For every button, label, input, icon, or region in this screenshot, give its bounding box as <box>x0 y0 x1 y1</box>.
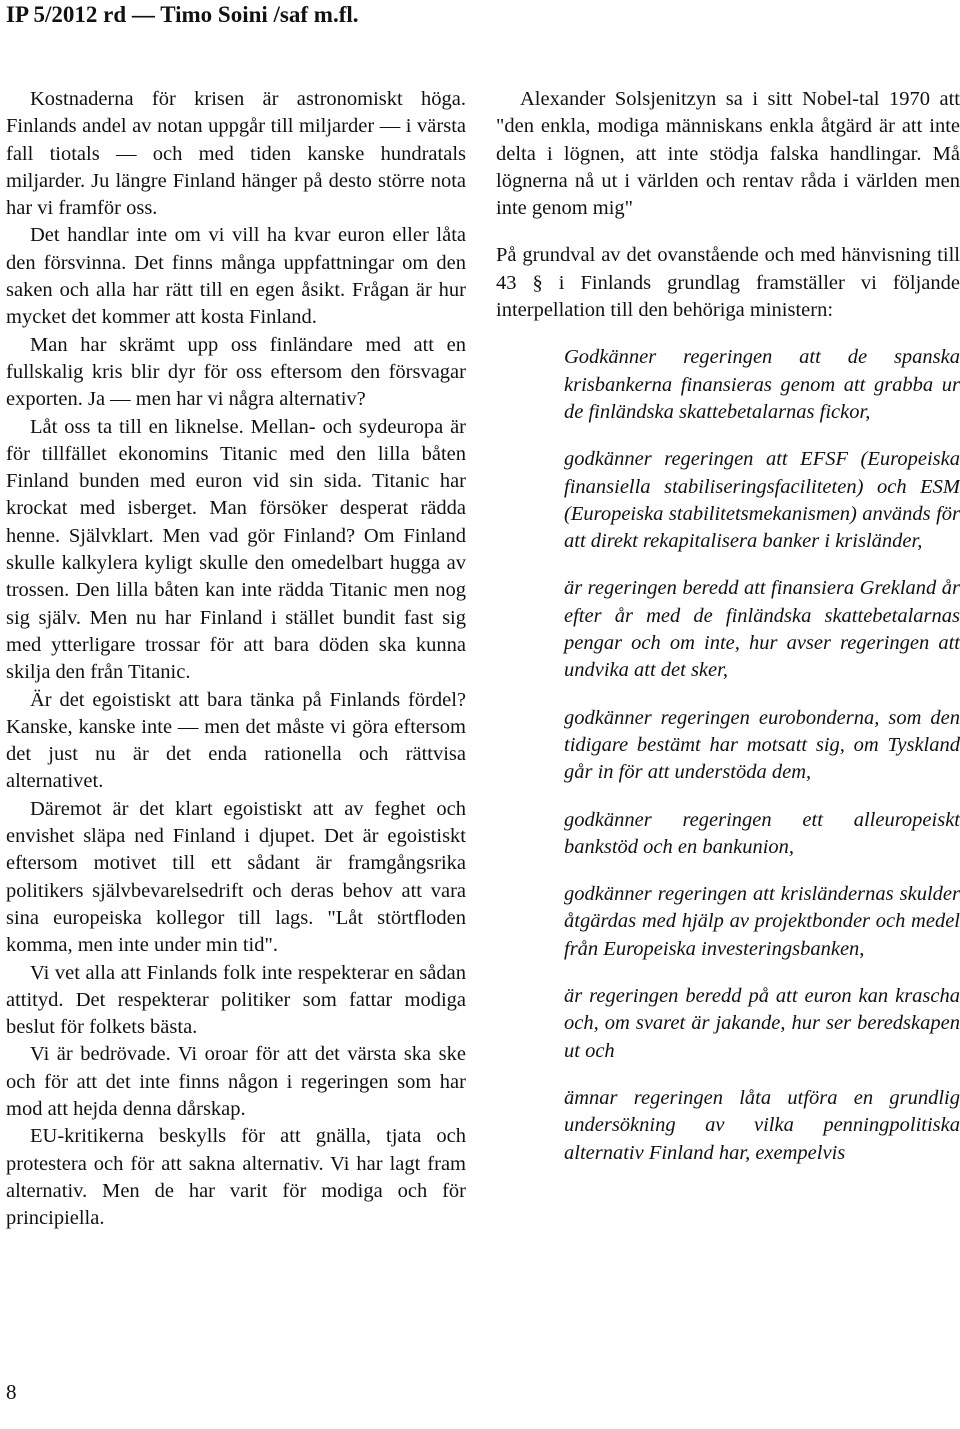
question-item: godkänner regeringen eurobonderna, som den tidigare bestämt har motsatt sig, om Tyskland går in för att understöda dem, <box>564 706 960 784</box>
question-item: godkänner regeringen att EFSF (Europeiska finansiella stabiliseringsfaciliteten) och ESM (Europeiska stabilitetsmekanismen) används för att direkt rekapitalisera banker i krisländer, <box>564 448 960 553</box>
question-item: är regeringen beredd på att euron kan krascha och, om svaret är jakande, hur ser beredskapen ut och <box>564 985 960 1062</box>
document-header: IP 5/2012 rd — Timo Soini /saf m.fl. <box>6 2 359 27</box>
body-paragraph: Vi är bedrövade. Vi oroar för att det värsta ska ske och för att det inte finns någon i regeringen som har mod att hejda denna dårskap. <box>6 1043 466 1120</box>
solzhenitsyn-quote: Alexander Solsjenitzyn sa i sitt Nobel-tal 1970 att "den enkla, modiga människans enkla åtgärd är att inte delta i lögnen, att inte stödja falska handlingar. Må lögnerna nå ut i världen och rentav råda i världen men inte genom mig" <box>496 88 960 220</box>
right-column <box>496 86 960 1187</box>
body-paragraph: Däremot är det klart egoistiskt att av feghet och envishet släpa ned Finland i djupet. Det är egoistiskt eftersom motivet till ett sådant är framgångsrika politikers självbevarelsedrift och deras behov att vara sina europeiska kollegor till lags. "Låt störtfloden komma, men inte under min tid". <box>6 797 466 957</box>
interpellation-questions <box>564 344 960 1166</box>
question-item: godkänner regeringen att krisländernas skulder åtgärdas med hjälp av projektbonder och medel från Europeiska investeringsbanken, <box>564 883 960 960</box>
page-number: 8 <box>6 1380 17 1404</box>
left-column <box>6 86 466 1232</box>
body-paragraph: Kostnaderna för krisen är astronomiskt höga. Finlands andel av notan uppgår till miljarder — i värsta fall tiotals — och med tiden kanske hundratals miljarder. Ju längre Finland hänger på desto större nota har vi framför oss. <box>6 88 466 220</box>
body-paragraph: Låt oss ta till en liknelse. Mellan- och sydeuropa är för tillfället ekonomins Titanic med den lilla båten Finland bunden med euron vid sin sida. Titanic har krockat med isberget. Man försöker desperat rädda henne. Självklart. Men vad gör Finland? Om Finland skulle kalkylera kyligt skulle den omedelbart hugga av trossen. Den lilla båten kan inte rädda Titanic men nog sig själv. Men nu har Finland i stället bundit fast sig med ytterligare trossar för att bara döden ska kunna skilja den från Titanic. <box>6 415 466 684</box>
question-item: godkänner regeringen ett alleuropeiskt bankstöd och en bankunion, <box>564 808 960 858</box>
body-paragraph: EU-kritikerna beskylls för att gnälla, tjata och protestera och för att sakna alternativ. Vi har lagt fram alternativ. Men de har varit för modiga och för principiella. <box>6 1125 466 1230</box>
question-item: är regeringen beredd att finansiera Grekland år efter år med de finländska skattebetalarnas pengar och om inte, hur avser regeringen att undvika att det sker, <box>564 577 960 682</box>
question-item: Godkänner regeringen att de spanska krisbankerna finansieras genom att grabba ur de finländska skattebetalarnas fickor, <box>564 346 960 423</box>
body-paragraph: Det handlar inte om vi vill ha kvar euron eller låta den försvinna. Det finns många uppfattningar om den saken och alla har rätt till en egen åsikt. Frågan är hur mycket det kommer att kosta Finland. <box>6 224 466 329</box>
body-paragraph: Är det egoistiskt att bara tänka på Finlands fördel? Kanske, kanske inte — men det måste vi göra eftersom det just nu är det enda rationella och rättvisa alternativet. <box>6 688 466 793</box>
body-paragraph: Vi vet alla att Finlands folk inte respekterar en sådan attityd. Det respekterar politiker som fattar modiga beslut för folkets bästa. <box>6 961 466 1039</box>
question-item: ämnar regeringen låta utföra en grundlig undersökning av vilka penningpolitiska alternativ Finland har, exempelvis <box>564 1086 960 1164</box>
interpellation-intro: På grundval av det ovanstående och med hänvisning till 43 § i Finlands grundlag framställer vi följande interpellation till den behöriga ministern: <box>496 244 960 322</box>
body-paragraph: Man har skrämt upp oss finländare med att en fullskalig kris blir dyr för oss eftersom den försvagar exporten. Ja — men har vi några alternativ? <box>6 333 466 411</box>
